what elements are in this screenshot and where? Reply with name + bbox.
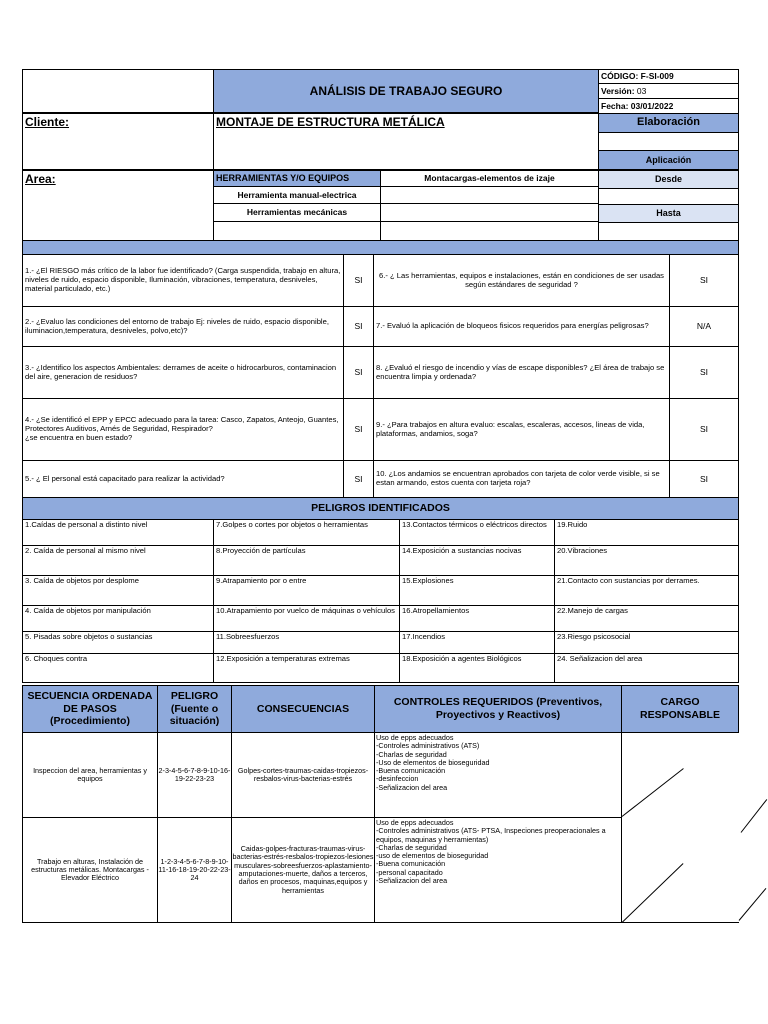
answer-9[interactable]: SI [669, 398, 739, 461]
peligro-6: 6. Choques contra [22, 653, 214, 683]
question-7: 7.- Evaluó la aplicación de bloqueos fisicos requeridos para energías peligrosas? [373, 306, 670, 347]
peligro-15: 15.Explosiones [399, 575, 555, 606]
area-label: Area: [22, 170, 214, 241]
question-3: 3.- ¿Identifico los aspectos Ambientales: derrames de aceite o hidrocarburos, contaminacion del aire, generacion de residuos? [22, 346, 344, 399]
desde-label: Desde [598, 170, 739, 189]
answer-2[interactable]: SI [343, 306, 374, 347]
cliente-label: Cliente: [22, 113, 214, 170]
peligro-5: 5. Pisadas sobre objetos o sustancias [22, 631, 214, 654]
form-date: Fecha: 03/01/2022 [598, 98, 739, 114]
peligro-13: 13.Contactos térmicos o eléctricos directos [399, 519, 555, 546]
peligro-8: 8.Proyección de partículas [213, 545, 400, 576]
peligro-18: 18.Exposición a agentes Biológicos [399, 653, 555, 683]
peligro-23: 23.Riesgo psicosocial [554, 631, 739, 654]
peligro-16: 16.Atropellamientos [399, 605, 555, 632]
consecuencias-1: Golpes-cortes-traumas-caidas-tropiezos-resbalos-virus-bacterias-estrés [231, 732, 375, 818]
peligro-fuente-1: 2-3-4-5-6-7-8-9-10-16-19-22-23-23 [157, 732, 232, 818]
form-version [598, 83, 739, 99]
peligro-4: 4. Caída de objetos por manipulación [22, 605, 214, 632]
question-5: 5.- ¿ El personal está capacitado para realizar la actividad? [22, 460, 344, 498]
hasta-label: Hasta [598, 204, 739, 223]
peligro-7: 7.Golpes o cortes por objetos o herramientas [213, 519, 400, 546]
peligros-title: PELIGROS IDENTIFICADOS [22, 497, 739, 520]
peligro-21: 21.Contacto con sustancias por derrames. [554, 575, 739, 606]
paso-1: Inspeccion del area, herramientas y equipos [22, 732, 158, 818]
question-2: 2.- ¿Evaluo las condiciones del entorno de trabajo Ej: niveles de ruido, espacio disponible, iluminacion,temperatura, desniveles, polvo,etc)? [22, 306, 344, 347]
peligro-fuente-2: 1-2-3-4-5-6-7-8-9-10-11-16-18-19-20-22-23-24 [157, 817, 232, 923]
peligro-22: 22.Manejo de cargas [554, 605, 739, 632]
aplicacion-label: Aplicación [598, 150, 739, 170]
herramienta-extra-3[interactable] [380, 221, 599, 241]
version-value: 03 [636, 85, 647, 96]
pen-stroke-4 [739, 888, 767, 921]
peligro-14: 14.Exposición a sustancias nocivas [399, 545, 555, 576]
hasta-value[interactable] [598, 222, 739, 241]
consecuencias-2: Caidas-golpes-fracturas-traumas-virus-bacterias-estrés-resbalos-tropiezos-lesiones musculares-sobreesfuerzos-aplastamiento-amputaciones-muerte, daños a terceros, daños en procesos, maquinas,equipos y herramientas [231, 817, 375, 923]
version-label: Versión: [601, 85, 635, 96]
herramienta-extra-2[interactable] [380, 203, 599, 222]
peligro-11: 11.Sobreesfuerzos [213, 631, 400, 654]
section-divider [22, 240, 739, 255]
logo-cell [22, 69, 214, 113]
answer-1[interactable]: SI [343, 254, 374, 307]
peligro-3: 3. Caída de objetos por desplome [22, 575, 214, 606]
cargo-2[interactable] [621, 817, 739, 923]
controles-2: Uso de epps adecuados -Controles administrativos (ATS- PTSA, Inspeciones preoperacionales a equipos, maquinas y herramientas) -Charlas de seguridad -uso de elementos de bioseguridad -Buena comunicación -personal capacitado -Señalizacion del area [374, 817, 622, 923]
peligro-10: 10.Atrapamiento por vuelco de máquinas o vehículos [213, 605, 400, 632]
herramientas-header: HERRAMIENTAS Y/O EQUIPOS [213, 170, 381, 187]
form-code: CÓDIGO: F-SI-009 [598, 69, 739, 84]
question-4: 4.- ¿Se identificó el EPP y EPCC adecuado para la tarea: Casco, Zapatos, Anteojo, Guantes, Protectores Auditivos, Arnés de Seguridad, Respirador? ¿se encuentra en buen estado? [22, 398, 344, 461]
question-1: 1.- ¿El RIESGO más crítico de la labor fue identificado? (Carga suspendida, trabajo en altura, niveles de ruido, espacio disponible, Iluminación, vibraciones, temperatura, desniveles, material particulado, etc.) [22, 254, 344, 307]
answer-10[interactable]: SI [669, 460, 739, 498]
herramienta-item-1: Herramienta manual-electrica [213, 186, 381, 204]
desde-value[interactable] [598, 188, 739, 205]
answer-6[interactable]: SI [669, 254, 739, 307]
peligro-17: 17.Incendios [399, 631, 555, 654]
peligro-20: 20.Vibraciones [554, 545, 739, 576]
herramienta-item-2: Herramientas mecánicas [213, 203, 381, 222]
question-6: 6.- ¿ Las herramientas, equipos e instalaciones, están en condiciones de ser usadas según estándares de seguridad ? [373, 254, 670, 307]
answer-5[interactable]: SI [343, 460, 374, 498]
peligro-24: 24. Señalizacion del area [554, 653, 739, 683]
elaboracion-label: Elaboración [598, 113, 739, 133]
header-consecuencias: CONSECUENCIAS [231, 685, 375, 733]
header-controles: CONTROLES REQUERIDOS (Preventivos, Proyectivos y Reactivos) [374, 685, 622, 733]
peligro-19: 19.Ruido [554, 519, 739, 546]
header-secuencia: SECUENCIA ORDENADA DE PASOS (Procedimiento) [22, 685, 158, 733]
answer-8[interactable]: SI [669, 346, 739, 399]
pen-stroke-2 [741, 799, 768, 833]
herramienta-item-empty[interactable] [213, 221, 381, 241]
question-9: 9.- ¿Para trabajos en altura evaluo: escalas, escaleras, accesos, lineas de vida, plataformas, andamios, soga? [373, 398, 670, 461]
elaboracion-value[interactable] [598, 132, 739, 151]
herramienta-extra-1[interactable] [380, 186, 599, 204]
peligro-9: 9.Atrapamiento por o entre [213, 575, 400, 606]
question-10: 10. ¿Los andamios se encuentran aprobados con tarjeta de color verde visible, si se estan armando, estos cuenta con tarjeta roja? [373, 460, 670, 498]
header-cargo: CARGO RESPONSABLE [621, 685, 739, 733]
cliente-value: MONTAJE DE ESTRUCTURA METÁLICA [213, 113, 599, 170]
header-peligro: PELIGRO (Fuente o situación) [157, 685, 232, 733]
herramienta-item-3: Montacargas-elementos de izaje [380, 170, 599, 187]
peligro-2: 2. Caída de personal al mismo nivel [22, 545, 214, 576]
question-8: 8. ¿Evaluó el riesgo de incendio y vías de escape disponibles? ¿El área de trabajo se encuentra limpia y ordenada? [373, 346, 670, 399]
answer-7[interactable]: N/A [669, 306, 739, 347]
form-title: ANÁLISIS DE TRABAJO SEGURO [213, 69, 599, 113]
answer-4[interactable]: SI [343, 398, 374, 461]
peligro-12: 12.Exposición a temperaturas extremas [213, 653, 400, 683]
cargo-1[interactable] [621, 732, 739, 818]
answer-3[interactable]: SI [343, 346, 374, 399]
peligro-1: 1.Caídas de personal a distinto nivel [22, 519, 214, 546]
controles-1: Uso de epps adecuados -Controles administrativos (ATS) -Charlas de seguridad -Uso de elementos de bioseguridad -Buena comunicación -desinfeccion -Señalizacion del area [374, 732, 622, 818]
paso-2: Trabajo en alturas, Instalación de estructuras metálicas. Montacargas - Elevador Eléctrico [22, 817, 158, 923]
